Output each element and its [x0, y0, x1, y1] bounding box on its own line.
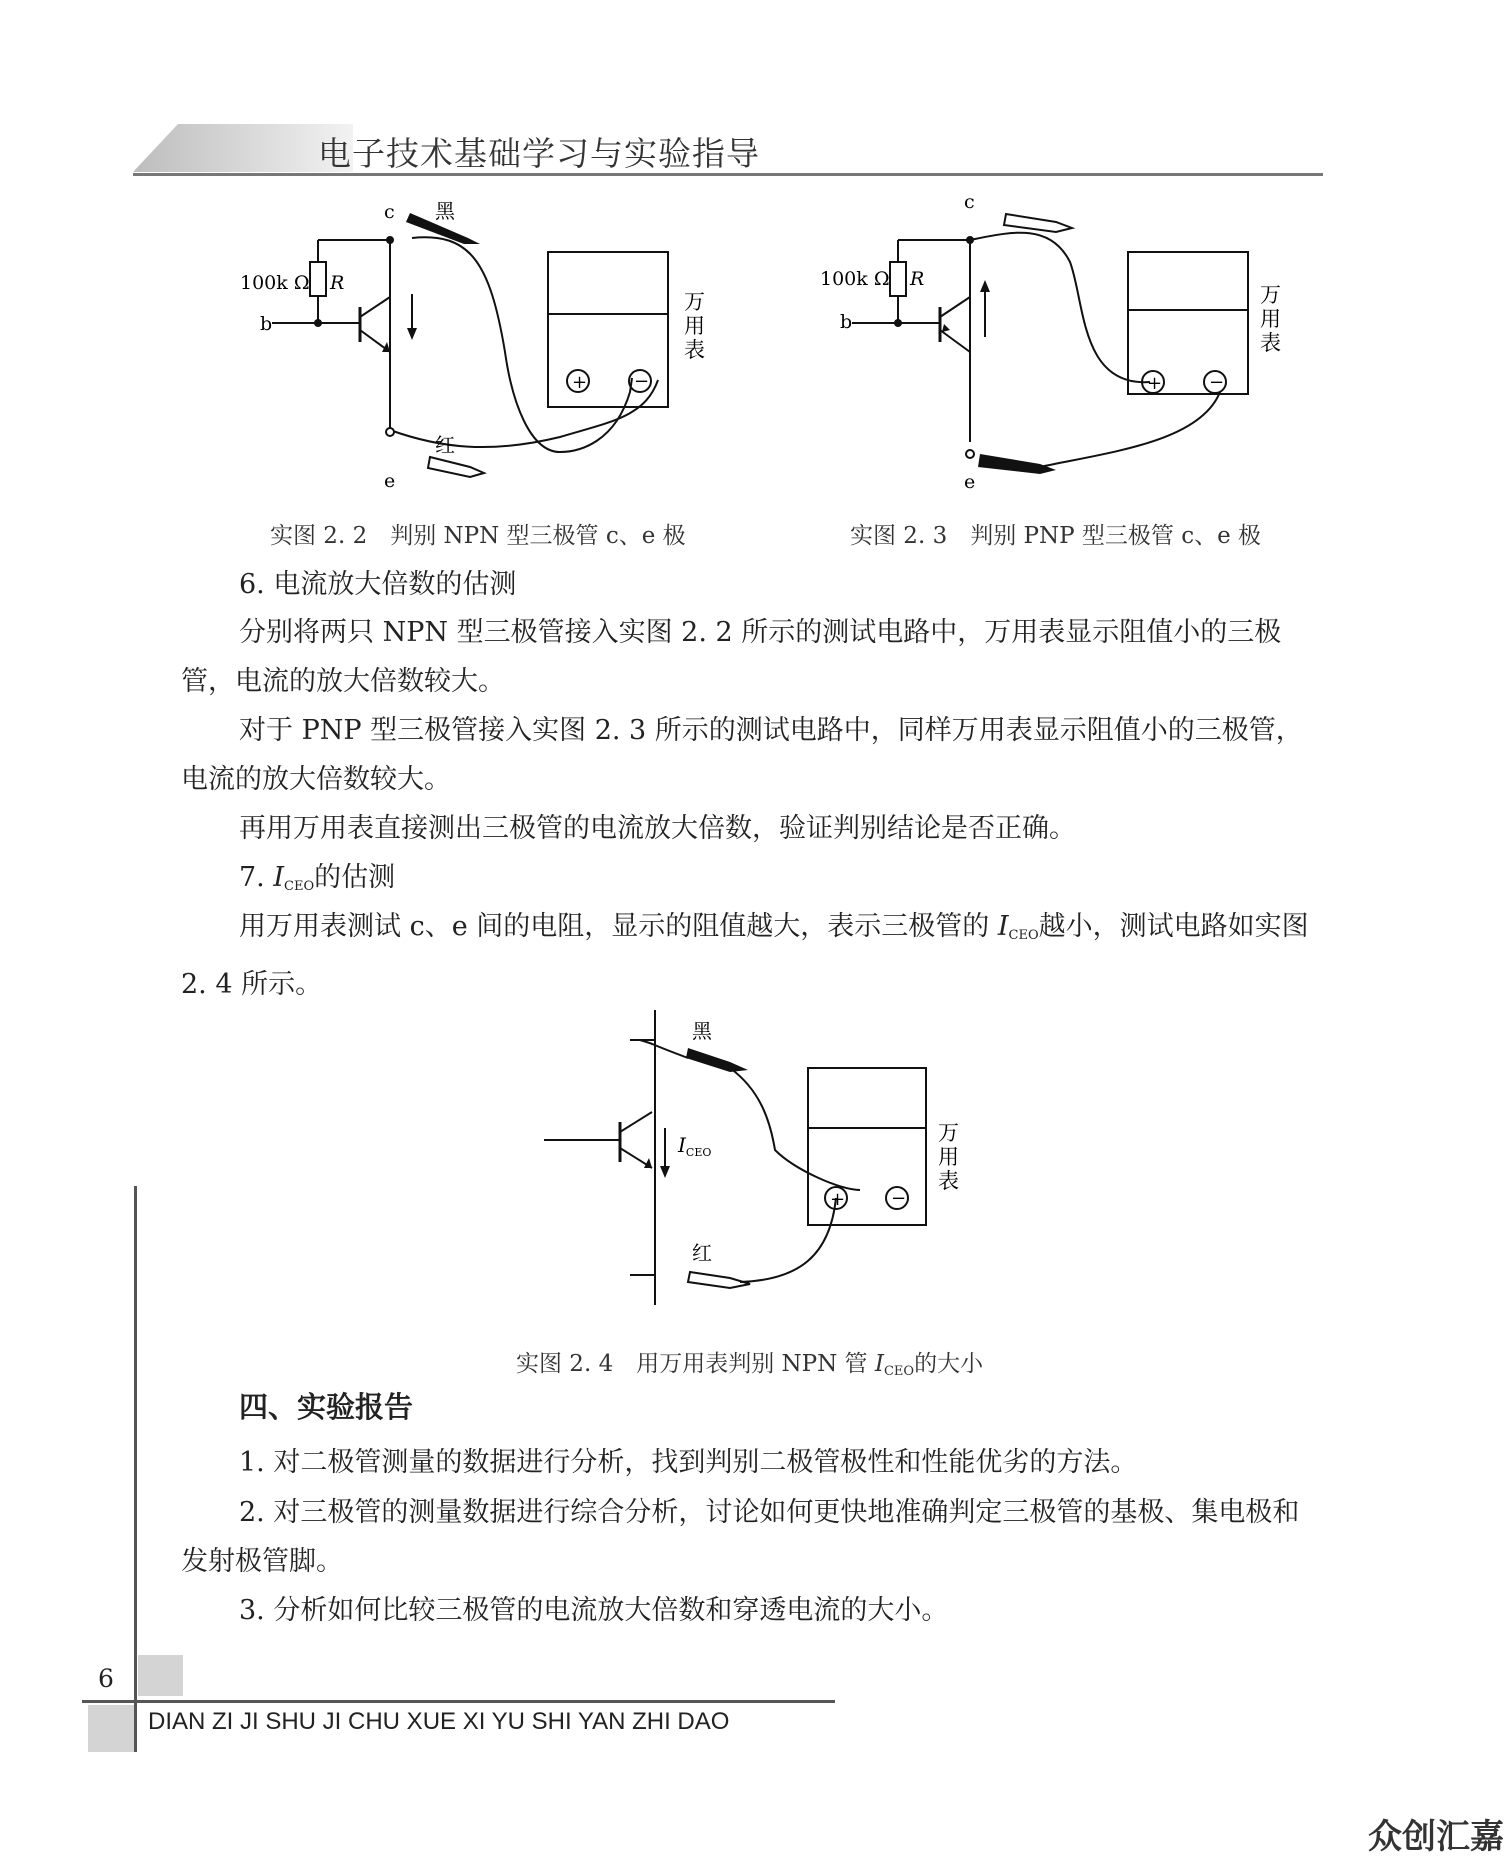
section-6-title: 6. 电流放大倍数的估测: [239, 569, 517, 600]
fig24-meter-label: 万用表: [938, 1121, 959, 1193]
footer-pinyin-title: DIAN ZI JI SHU JI CHU XUE XI YU SHI YAN ZHI DAO: [148, 1708, 730, 1735]
footer-grey-block: [138, 1655, 183, 1696]
fig24-red-lead: 红: [692, 1241, 712, 1265]
figure-2-3: [810, 192, 1290, 492]
fig22-plus: +: [572, 372, 588, 393]
fig22-caption: 实图 2. 2 判别 NPN 型三极管 c、e 极: [270, 523, 686, 549]
section-7-title: 7. $I_{CEO}$的估测: [239, 862, 396, 894]
fig22-meter-label: 万用表: [684, 290, 705, 362]
report-item-2: 2. 对三极管的测量数据进行综合分析，讨论如何更快地准确判定三极管的基极、集电极和发射极管脚。: [181, 1497, 1300, 1577]
fig23-caption: 实图 2. 3 判别 PNP 型三极管 c、e 极: [850, 523, 1262, 549]
fig24-minus: −: [891, 1188, 907, 1209]
fig24-caption: 实图 2. 4 用万用表判别 NPN 管 $I_{CEO}$的大小: [516, 1351, 984, 1379]
fig23-plus: +: [1147, 373, 1163, 394]
fig23-minus: −: [1209, 372, 1225, 393]
fig22-label-e: e: [384, 470, 396, 492]
watermark: 众创汇嘉: [1368, 1817, 1504, 1857]
fig22-label-c: c: [384, 201, 395, 223]
fig23-resistor-symbol: R: [910, 268, 925, 290]
fig22-minus: −: [634, 371, 650, 392]
fig24-black-lead: 黑: [692, 1019, 712, 1043]
figure-2-2: [230, 192, 710, 492]
section-7-paragraph: 用万用表测试 c、e 间的电阻，显示的阻值越大，表示三极管的 $I_{CEO}$越小，测试电路如实图 2. 4 所示。: [181, 911, 1309, 1000]
fig23-meter-label: 万用表: [1260, 283, 1281, 355]
header-rule: [133, 173, 1323, 176]
fig24-plus: +: [830, 1189, 846, 1210]
section-4-title: 四、实验报告: [239, 1390, 414, 1424]
figure-2-4: [540, 1000, 980, 1320]
footer-vertical-rule: [134, 1186, 137, 1752]
page-number: 6: [98, 1664, 114, 1693]
running-header-title: 电子技术基础学习与实验指导: [318, 134, 760, 173]
fig24-iceo-label: $I_{CEO}$: [678, 1133, 712, 1159]
fig22-black-lead: 黑: [435, 199, 455, 223]
report-item-3: 3. 分析如何比较三极管的电流放大倍数和穿透电流的大小。: [239, 1595, 949, 1626]
fig22-resistor-value: 100k Ω: [240, 272, 310, 294]
fig23-label-b: b: [840, 311, 853, 333]
fig23-label-c: c: [964, 192, 975, 213]
section-6-paragraph-1: 分别将两只 NPN 型三极管接入实图 2. 2 所示的测试电路中，万用表显示阻值小的三极管，电流的放大倍数较大。: [181, 617, 1282, 697]
report-item-1: 1. 对二极管测量的数据进行分析，找到判别二极管极性和性能优劣的方法。: [239, 1447, 1138, 1478]
section-6-paragraph-3: 再用万用表直接测出三极管的电流放大倍数，验证判别结论是否正确。: [239, 813, 1076, 844]
fig22-red-lead: 红: [435, 433, 455, 457]
fig22-label-b: b: [260, 313, 273, 335]
footer-rule: [82, 1700, 835, 1703]
fig22-resistor-symbol: R: [330, 272, 345, 294]
fig23-resistor-value: 100k Ω: [820, 268, 890, 290]
section-6-paragraph-2: 对于 PNP 型三极管接入实图 2. 3 所示的测试电路中，同样万用表显示阻值小的三极管，电流的放大倍数较大。: [181, 715, 1303, 795]
fig23-label-e: e: [964, 471, 976, 492]
footer-grey-block-2: [88, 1705, 134, 1752]
